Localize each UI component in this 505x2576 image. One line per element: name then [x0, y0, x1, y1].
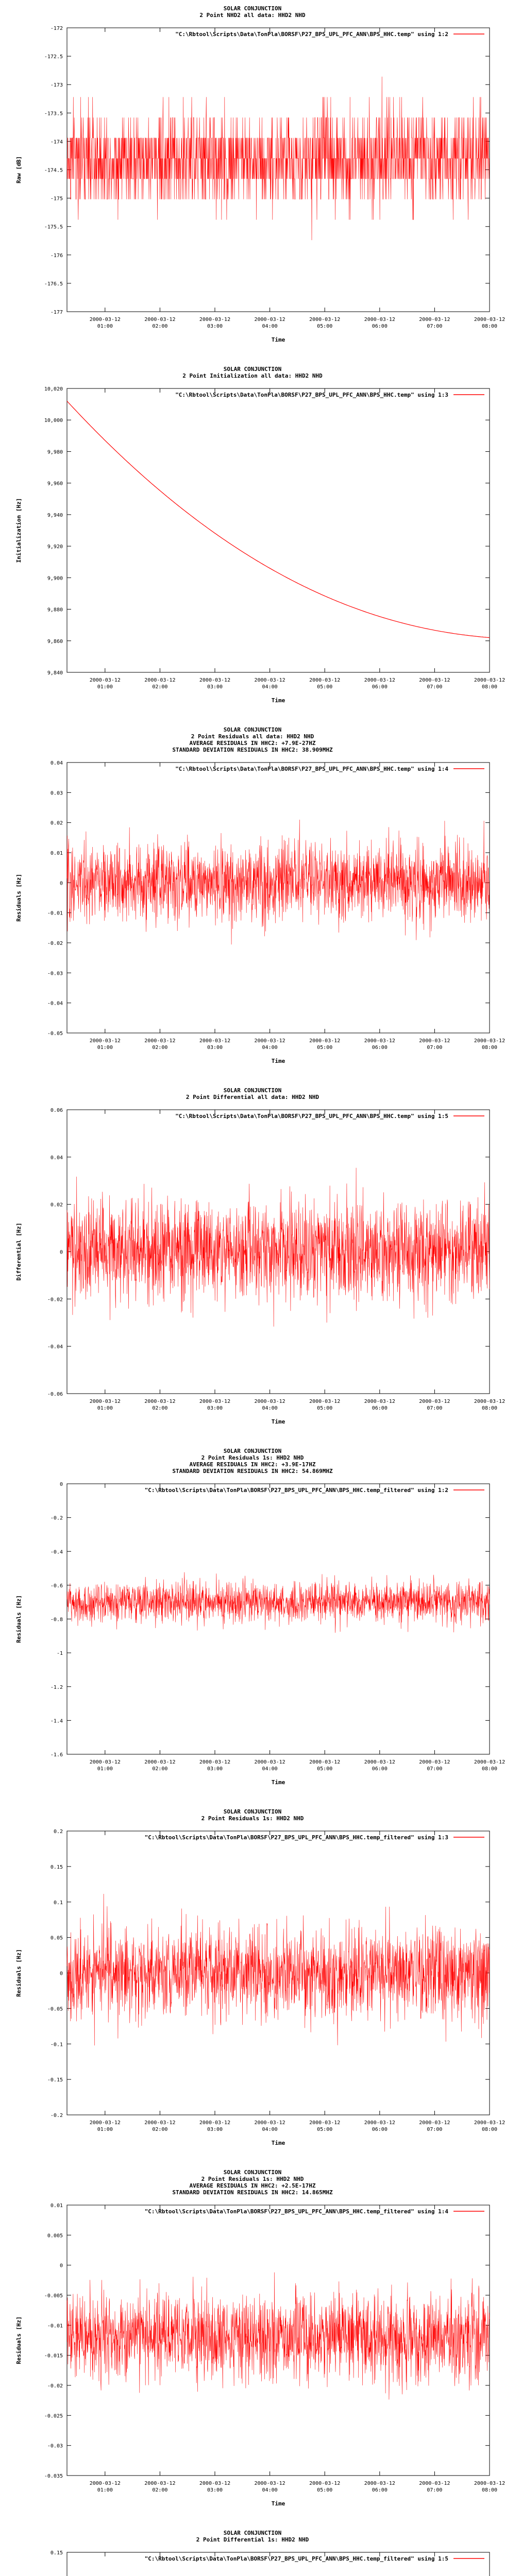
x-tick-label-date: 2000-03-12: [254, 2120, 285, 2126]
y-tick-label: 0.02: [50, 1202, 63, 1208]
x-tick-label-date: 2000-03-12: [419, 2481, 450, 2486]
y-tick-label: 0.2: [53, 1829, 63, 1835]
chart-note-line: STANDARD DEVIATION RESIDUALS IN HHC2: 54.869MHZ: [172, 1468, 333, 1475]
y-tick-label: 0.01: [50, 851, 63, 856]
x-tick-label-date: 2000-03-12: [474, 2120, 505, 2126]
y-tick-label: 9,860: [47, 638, 63, 645]
x-tick-label-time: 08:00: [481, 684, 498, 690]
x-axis-label: Time: [271, 2140, 285, 2146]
chart-note-line: STANDARD DEVIATION RESIDUALS IN HHC2: 38.909MHZ: [172, 747, 333, 753]
x-tick-label-time: 03:00: [207, 684, 223, 690]
x-tick-label-date: 2000-03-12: [144, 1038, 176, 1044]
x-tick-label-date: 2000-03-12: [144, 2120, 176, 2126]
y-tick-label: -0.15: [47, 2077, 63, 2083]
x-tick-label-time: 04:00: [262, 1045, 278, 1050]
chart-title-line: 2 Point Initialization all data: HHD2 NHD: [182, 372, 323, 379]
y-tick-label: 9,940: [47, 512, 63, 518]
chart-note-line: AVERAGE RESIDUALS IN HHC2: +7.9E-27HZ: [189, 740, 316, 747]
chart-note-line: AVERAGE RESIDUALS IN HHC2: +3.9E-17HZ: [189, 1461, 316, 1468]
x-tick-label-time: 01:00: [97, 2127, 113, 2132]
chart-svg: [0, 0, 505, 361]
y-tick-label: 0.02: [50, 820, 63, 826]
y-tick-label: -0.6: [50, 1583, 63, 1589]
series-line: [67, 401, 490, 638]
x-tick-label-time: 07:00: [427, 2127, 443, 2132]
x-tick-label-date: 2000-03-12: [254, 1399, 285, 1404]
x-tick-label-time: 05:00: [317, 324, 333, 329]
x-tick-label-date: 2000-03-12: [364, 317, 395, 323]
y-tick-label: -176.5: [44, 281, 63, 287]
chart-panel-4: [0, 1082, 505, 1443]
x-tick-label-date: 2000-03-12: [89, 2481, 121, 2486]
x-tick-label-time: 04:00: [262, 2127, 278, 2132]
y-tick-label: 0.05: [50, 1935, 63, 1941]
x-tick-label-date: 2000-03-12: [474, 317, 505, 323]
x-tick-label-date: 2000-03-12: [364, 2120, 395, 2126]
x-tick-label-date: 2000-03-12: [309, 677, 341, 683]
y-tick-label: 0: [59, 880, 63, 887]
x-tick-label-time: 02:00: [152, 1766, 168, 1772]
x-tick-label-date: 2000-03-12: [144, 1759, 176, 1765]
series-line: [67, 1572, 490, 1633]
x-tick-label-time: 06:00: [372, 1045, 388, 1050]
chart-title-line: 2 Point Residuals 1s: HHD2 NHD: [201, 1815, 304, 1822]
chart-title-line: SOLAR CONJUNCTION: [223, 1087, 282, 1094]
x-tick-label-date: 2000-03-12: [144, 317, 176, 323]
series-line: [67, 1894, 490, 2045]
x-tick-label-time: 04:00: [262, 324, 278, 329]
y-tick-label: 0: [59, 1482, 63, 1487]
x-tick-label-date: 2000-03-12: [254, 2481, 285, 2486]
y-tick-label: -172.5: [44, 54, 63, 60]
y-tick-label: 10,020: [44, 386, 63, 392]
chart-note-line: STANDARD DEVIATION RESIDUALS IN HHC2: 14.865MHZ: [172, 2189, 333, 2196]
x-tick-label-time: 06:00: [372, 2487, 388, 2493]
x-tick-label-date: 2000-03-12: [419, 317, 450, 323]
x-tick-label-date: 2000-03-12: [309, 1038, 341, 1044]
y-tick-label: 9,880: [47, 607, 63, 613]
x-tick-label-date: 2000-03-12: [364, 677, 395, 683]
y-tick-label: -0.01: [47, 2323, 63, 2329]
x-tick-label-time: 04:00: [262, 1766, 278, 1772]
plot-frame: [67, 1484, 490, 1754]
y-tick-label: 9,960: [47, 481, 63, 487]
y-tick-label: -0.2: [50, 2113, 63, 2119]
series-line: [67, 77, 490, 240]
x-tick-label-date: 2000-03-12: [199, 2481, 231, 2486]
x-tick-label-date: 2000-03-12: [144, 2481, 176, 2486]
legend-label: "C:\Rbtool\Scripts\Data\TonPla\BORSF\P27_BPS_UPL_PFC_ANN\BPS_HHC.temp_filtered" using 1:4: [144, 2208, 448, 2215]
y-tick-label: -0.04: [47, 1344, 63, 1350]
chart-title-line: 2 Point NHD2 all data: HHD2 NHD: [199, 12, 306, 19]
x-tick-label-time: 08:00: [481, 1405, 498, 1411]
y-tick-label: -0.05: [47, 1031, 63, 1037]
chart-title-line: SOLAR CONJUNCTION: [223, 366, 282, 372]
y-tick-label: -0.1: [50, 2042, 63, 2048]
series-line: [67, 1168, 490, 1327]
x-tick-label-date: 2000-03-12: [364, 1399, 395, 1404]
plot-frame: [67, 762, 490, 1033]
y-tick-label: -0.02: [47, 1297, 63, 1303]
x-tick-label-date: 2000-03-12: [309, 1759, 341, 1765]
x-tick-label-date: 2000-03-12: [474, 1759, 505, 1765]
x-axis-label: Time: [271, 1418, 285, 1425]
x-tick-label-time: 02:00: [152, 2487, 168, 2493]
y-tick-label: 9,920: [47, 544, 63, 550]
x-tick-label-date: 2000-03-12: [199, 317, 231, 323]
x-tick-label-time: 05:00: [317, 2487, 333, 2493]
legend-label: "C:\Rbtool\Scripts\Data\TonPla\BORSF\P27_BPS_UPL_PFC_ANN\BPS_HHC.temp" using 1:4: [175, 766, 448, 772]
x-tick-label-time: 06:00: [372, 1766, 388, 1772]
x-tick-label-date: 2000-03-12: [144, 1399, 176, 1404]
x-tick-label-time: 05:00: [317, 1766, 333, 1772]
y-tick-label: -0.01: [47, 910, 63, 917]
x-tick-label-time: 04:00: [262, 2487, 278, 2493]
x-tick-label-date: 2000-03-12: [474, 2481, 505, 2486]
x-tick-label-date: 2000-03-12: [419, 677, 450, 683]
y-tick-label: -177: [50, 310, 63, 315]
x-tick-label-time: 03:00: [207, 2127, 223, 2132]
x-axis-label: Time: [271, 336, 285, 343]
chart-panel-3: [0, 721, 505, 1082]
x-tick-label-time: 06:00: [372, 684, 388, 690]
x-tick-label-time: 08:00: [481, 324, 498, 329]
chart-svg: [0, 1082, 505, 1443]
y-tick-label: 0.15: [50, 2550, 63, 2556]
x-tick-label-time: 02:00: [152, 1405, 168, 1411]
x-tick-label-time: 01:00: [97, 684, 113, 690]
y-tick-label: -0.05: [47, 2006, 63, 2012]
legend-label: "C:\Rbtool\Scripts\Data\TonPla\BORSF\P27_BPS_UPL_PFC_ANN\BPS_HHC.temp_filtered" using 1:3: [144, 1834, 448, 1841]
x-tick-label-date: 2000-03-12: [199, 2120, 231, 2126]
chart-title-line: SOLAR CONJUNCTION: [223, 726, 282, 733]
chart-panel-8: [0, 2524, 505, 2576]
x-tick-label-date: 2000-03-12: [89, 2120, 121, 2126]
x-tick-label-date: 2000-03-12: [309, 2481, 341, 2486]
chart-svg: [0, 1803, 505, 2164]
x-tick-label-time: 06:00: [372, 324, 388, 329]
x-tick-label-time: 04:00: [262, 1405, 278, 1411]
y-tick-label: -0.005: [44, 2293, 63, 2299]
y-tick-label: -1.4: [50, 1718, 63, 1724]
y-tick-label: -0.02: [47, 2383, 63, 2389]
x-tick-label-time: 01:00: [97, 1045, 113, 1050]
x-tick-label-date: 2000-03-12: [309, 1399, 341, 1404]
y-tick-label: -0.2: [50, 1515, 63, 1521]
y-axis-label: Residuals [Hz]: [15, 1595, 22, 1643]
chart-svg: [0, 2524, 505, 2576]
x-tick-label-date: 2000-03-12: [364, 2481, 395, 2486]
y-tick-label: -0.04: [47, 1001, 63, 1007]
x-tick-label-time: 07:00: [427, 1045, 443, 1050]
y-tick-label: -0.025: [44, 2413, 63, 2419]
chart-panel-7: [0, 2164, 505, 2524]
y-tick-label: -1.6: [50, 1752, 63, 1758]
series-line: [67, 820, 490, 944]
y-tick-label: -173: [50, 82, 63, 89]
x-tick-label-date: 2000-03-12: [89, 1038, 121, 1044]
chart-title-line: 2 Point Residuals all data: HHD2 NHD: [191, 733, 314, 740]
y-tick-label: -172: [50, 26, 63, 31]
y-tick-label: -1.2: [50, 1684, 63, 1690]
x-tick-label-date: 2000-03-12: [89, 1759, 121, 1765]
y-tick-label: 0.04: [50, 760, 63, 766]
y-tick-label: 9,840: [47, 670, 63, 676]
legend-label: "C:\Rbtool\Scripts\Data\TonPla\BORSF\P27_BPS_UPL_PFC_ANN\BPS_HHC.temp" using 1:5: [175, 1113, 448, 1120]
chart-panel-5: [0, 1443, 505, 1803]
y-tick-label: 0.01: [50, 2203, 63, 2209]
x-tick-label-time: 04:00: [262, 684, 278, 690]
x-tick-label-date: 2000-03-12: [89, 677, 121, 683]
x-tick-label-time: 07:00: [427, 684, 443, 690]
chart-title-line: 2 Point Differential all data: HHD2 NHD: [186, 1094, 319, 1100]
chart-title-line: SOLAR CONJUNCTION: [223, 5, 282, 12]
x-tick-label-time: 02:00: [152, 1045, 168, 1050]
y-tick-label: -174: [50, 139, 63, 145]
x-tick-label-time: 03:00: [207, 1045, 223, 1050]
x-tick-label-date: 2000-03-12: [364, 1759, 395, 1765]
x-tick-label-time: 07:00: [427, 1405, 443, 1411]
chart-panel-6: [0, 1803, 505, 2164]
legend-label: "C:\Rbtool\Scripts\Data\TonPla\BORSF\P27_BPS_UPL_PFC_ANN\BPS_HHC.temp_filtered" using 1:2: [144, 1487, 448, 1494]
chart-title-line: SOLAR CONJUNCTION: [223, 2530, 282, 2536]
x-tick-label-time: 08:00: [481, 2127, 498, 2132]
y-axis-label: Differential [Hz]: [15, 1223, 22, 1281]
y-tick-label: 0: [59, 1249, 63, 1256]
x-tick-label-time: 05:00: [317, 1045, 333, 1050]
chart-title-line: 2 Point Residuals 1s: HHD2 NHD: [201, 2176, 304, 2182]
chart-title-line: 2 Point Differential 1s: HHD2 NHD: [196, 2536, 309, 2543]
x-tick-label-time: 03:00: [207, 324, 223, 329]
x-tick-label-time: 02:00: [152, 684, 168, 690]
chart-title-line: SOLAR CONJUNCTION: [223, 2169, 282, 2176]
x-axis-label: Time: [271, 1058, 285, 1064]
y-tick-label: -175.5: [44, 224, 63, 230]
y-tick-label: -0.03: [47, 2443, 63, 2449]
x-tick-label-time: 06:00: [372, 2127, 388, 2132]
y-tick-label: 9,980: [47, 449, 63, 455]
x-tick-label-time: 03:00: [207, 1766, 223, 1772]
y-tick-label: 0.15: [50, 1864, 63, 1870]
plot-frame: [67, 388, 490, 672]
x-tick-label-time: 07:00: [427, 1766, 443, 1772]
y-tick-label: -175: [50, 196, 63, 202]
x-tick-label-time: 07:00: [427, 324, 443, 329]
x-tick-label-time: 03:00: [207, 2487, 223, 2493]
x-tick-label-date: 2000-03-12: [474, 1038, 505, 1044]
y-axis-label: Residuals [Hz]: [15, 2316, 22, 2364]
y-tick-label: -176: [50, 252, 63, 259]
x-axis-label: Time: [271, 697, 285, 704]
x-tick-label-time: 01:00: [97, 1405, 113, 1411]
y-tick-label: -173.5: [44, 111, 63, 117]
series-line: [67, 2273, 490, 2400]
y-axis-label: Residuals [Hz]: [15, 874, 22, 922]
chart-svg: [0, 721, 505, 1082]
x-tick-label-time: 02:00: [152, 324, 168, 329]
x-tick-label-time: 08:00: [481, 1045, 498, 1050]
y-tick-label: -1: [56, 1651, 63, 1657]
x-tick-label-time: 05:00: [317, 1405, 333, 1411]
y-axis-label: Raw [dB]: [15, 156, 22, 183]
x-tick-label-time: 03:00: [207, 1405, 223, 1411]
y-tick-label: -0.02: [47, 941, 63, 946]
x-tick-label-time: 05:00: [317, 2127, 333, 2132]
chart-title-line: SOLAR CONJUNCTION: [223, 1808, 282, 1815]
chart-panel-1: [0, 0, 505, 361]
x-tick-label-time: 01:00: [97, 1766, 113, 1772]
y-tick-label: -174.5: [44, 167, 63, 174]
chart-note-line: AVERAGE RESIDUALS IN HHC2: +2.5E-17HZ: [189, 2182, 316, 2189]
x-tick-label-date: 2000-03-12: [144, 677, 176, 683]
y-tick-label: 9,900: [47, 575, 63, 582]
x-tick-label-date: 2000-03-12: [254, 1038, 285, 1044]
y-tick-label: -0.8: [50, 1617, 63, 1623]
x-tick-label-date: 2000-03-12: [254, 677, 285, 683]
x-tick-label-date: 2000-03-12: [89, 317, 121, 323]
x-tick-label-date: 2000-03-12: [309, 2120, 341, 2126]
y-axis-label: Initialization [Hz]: [15, 498, 22, 563]
chart-svg: [0, 1443, 505, 1803]
y-axis-label: Residuals [Hz]: [15, 1949, 22, 1997]
y-tick-label: 0.03: [50, 790, 63, 796]
x-tick-label-time: 08:00: [481, 2487, 498, 2493]
y-tick-label: 0.1: [53, 1900, 63, 1906]
x-tick-label-date: 2000-03-12: [254, 317, 285, 323]
x-tick-label-date: 2000-03-12: [254, 1759, 285, 1765]
x-tick-label-time: 01:00: [97, 2487, 113, 2493]
legend-label: "C:\Rbtool\Scripts\Data\TonPla\BORSF\P27_BPS_UPL_PFC_ANN\BPS_HHC.temp" using 1:2: [175, 31, 448, 38]
x-tick-label-date: 2000-03-12: [199, 1399, 231, 1404]
chart-title-line: 2 Point Residuals 1s: HHD2 NHD: [201, 1454, 304, 1461]
x-tick-label-date: 2000-03-12: [309, 317, 341, 323]
x-tick-label-time: 06:00: [372, 1405, 388, 1411]
x-tick-label-date: 2000-03-12: [419, 2120, 450, 2126]
y-tick-label: -0.4: [50, 1549, 63, 1555]
x-tick-label-date: 2000-03-12: [199, 1759, 231, 1765]
legend-label: "C:\Rbtool\Scripts\Data\TonPla\BORSF\P27_BPS_UPL_PFC_ANN\BPS_HHC.temp_filtered" using 1:5: [144, 2555, 448, 2562]
y-tick-label: 0: [59, 2263, 63, 2269]
x-tick-label-date: 2000-03-12: [199, 677, 231, 683]
x-tick-label-time: 01:00: [97, 324, 113, 329]
y-tick-label: 0.04: [50, 1155, 63, 1161]
x-axis-label: Time: [271, 1779, 285, 1786]
y-tick-label: -0.03: [47, 971, 63, 977]
y-tick-label: -0.015: [44, 2353, 63, 2359]
x-tick-label-date: 2000-03-12: [419, 1038, 450, 1044]
x-tick-label-date: 2000-03-12: [474, 1399, 505, 1404]
x-tick-label-date: 2000-03-12: [474, 677, 505, 683]
x-tick-label-date: 2000-03-12: [419, 1759, 450, 1765]
x-tick-label-date: 2000-03-12: [199, 1038, 231, 1044]
chart-svg: [0, 361, 505, 721]
x-tick-label-time: 08:00: [481, 1766, 498, 1772]
y-tick-label: 0: [59, 1971, 63, 1977]
x-axis-label: Time: [271, 2500, 285, 2507]
x-tick-label-date: 2000-03-12: [364, 1038, 395, 1044]
y-tick-label: -0.035: [44, 2473, 63, 2479]
x-tick-label-date: 2000-03-12: [419, 1399, 450, 1404]
x-tick-label-date: 2000-03-12: [89, 1399, 121, 1404]
y-tick-label: 0.005: [47, 2233, 63, 2239]
x-tick-label-time: 05:00: [317, 684, 333, 690]
y-tick-label: 10,000: [44, 418, 63, 424]
y-tick-label: -0.06: [47, 1392, 63, 1397]
x-tick-label-time: 02:00: [152, 2127, 168, 2132]
y-tick-label: 0.06: [50, 1108, 63, 1113]
chart-svg: [0, 2164, 505, 2524]
x-tick-label-time: 07:00: [427, 2487, 443, 2493]
chart-title-line: SOLAR CONJUNCTION: [223, 1448, 282, 1454]
legend-label: "C:\Rbtool\Scripts\Data\TonPla\BORSF\P27_BPS_UPL_PFC_ANN\BPS_HHC.temp" using 1:3: [175, 392, 448, 398]
chart-panel-2: [0, 361, 505, 721]
